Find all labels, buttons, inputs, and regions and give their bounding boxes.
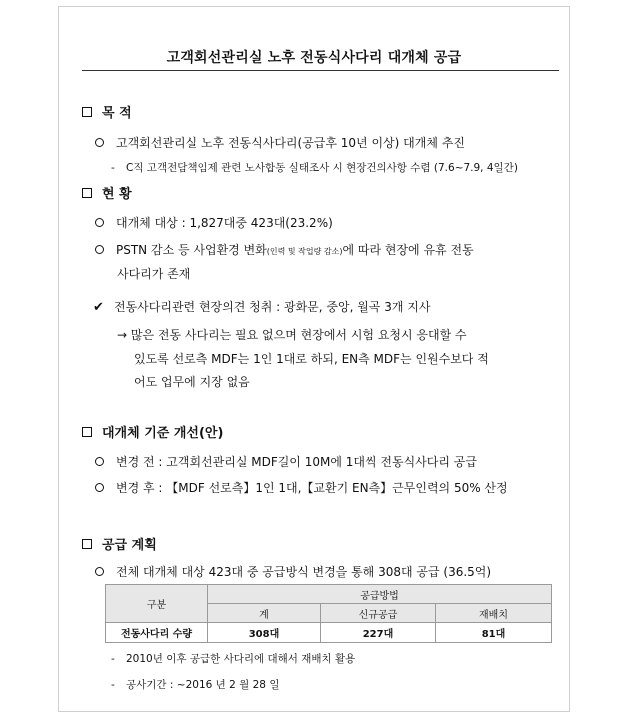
table-col-relocate: 재배치: [436, 604, 552, 623]
table-header-row: [106, 585, 552, 604]
table-cell-relocate: 81대: [436, 623, 552, 643]
circle-bullet-icon: [95, 567, 104, 576]
table-row: [106, 623, 552, 643]
section-heading-improvement: 대개체 기준 개선(안): [82, 422, 223, 441]
table-cell-total: 308대: [208, 623, 321, 643]
dash-bullet-icon: -: [111, 653, 115, 665]
circle-bullet-icon: [95, 218, 104, 227]
status-bullet-environment-cont: 사다리가 존재: [117, 267, 191, 281]
title-underline: [82, 70, 559, 71]
plan-note-relocation: - 2010년 이후 공급한 사다리에 대해서 재배치 활용: [111, 653, 356, 665]
status-arrow-line-2: 있도록 선로측 MDF는 1인 1대로 하되, EN측 MDF는 인원수보다 적: [134, 352, 489, 366]
status-check-item: ✔ 전동사다리관련 현장의견 청취 : 광화문, 중앙, 월곡 3개 지사: [93, 300, 431, 315]
square-bullet-icon: [82, 539, 92, 549]
status-bullet-environment: PSTN 감소 등 사업환경 변화(인력 및 작업량 감소)에 따라 현장에 유휴 전동: [95, 241, 474, 258]
table-col-new: 신규공급: [321, 604, 436, 623]
section-heading-status: 현 황: [82, 183, 132, 202]
section-heading-purpose: 목 적: [82, 102, 132, 121]
table-col-total: 계: [208, 604, 321, 623]
plan-note-period: - 공사기간 : ~2016 년 2 월 28 일: [111, 679, 280, 691]
dash-bullet-icon: -: [111, 162, 115, 174]
table-col-group-header: 구분: [106, 585, 208, 623]
table-method-header: 공급방법: [208, 585, 552, 604]
purpose-bullet: 고객회선관리실 노후 전동식사다리(공급후 10년 이상) 대개체 추진: [95, 134, 465, 151]
table-cell-new: 227대: [321, 623, 436, 643]
status-arrow-line-3: 어도 업무에 지장 없음: [134, 375, 250, 389]
purpose-sub-item: - C직 고객전담책임제 관련 노사합동 실태조사 시 현장건의사항 수렴 (7.6~7.9, 4일간): [111, 162, 518, 174]
check-mark-icon: ✔: [93, 300, 104, 315]
dash-bullet-icon: -: [111, 679, 115, 691]
circle-bullet-icon: [95, 483, 104, 492]
section-heading-plan: 공급 계획: [82, 534, 157, 553]
supply-table: [105, 584, 552, 643]
status-arrow-line-1: → 많은 전동 사다리는 필요 없으며 현장에서 시험 요청시 응대할 수: [117, 328, 467, 342]
square-bullet-icon: [82, 427, 92, 437]
circle-bullet-icon: [95, 138, 104, 147]
improvement-after: 변경 후 : 【MDF 선로측】1인 1대,【교환기 EN측】근무인력의 50% 산정: [95, 479, 508, 496]
document-page: [58, 6, 570, 712]
table-row-label: 전동사다리 수량: [106, 623, 208, 643]
status-bullet-target: 대개체 대상 : 1,827대중 423대(23.2%): [95, 214, 333, 231]
document-title: 고객회선관리실 노후 전동식사다리 대개체 공급: [166, 50, 462, 66]
circle-bullet-icon: [95, 457, 104, 466]
square-bullet-icon: [82, 188, 92, 198]
square-bullet-icon: [82, 107, 92, 117]
improvement-before: 변경 전 : 고객회선관리실 MDF길이 10M에 1대씩 전동식사다리 공급: [95, 453, 477, 470]
plan-bullet: 전체 대개체 대상 423대 중 공급방식 변경을 통해 308대 공급 (36.5억): [95, 563, 491, 580]
circle-bullet-icon: [95, 245, 104, 254]
